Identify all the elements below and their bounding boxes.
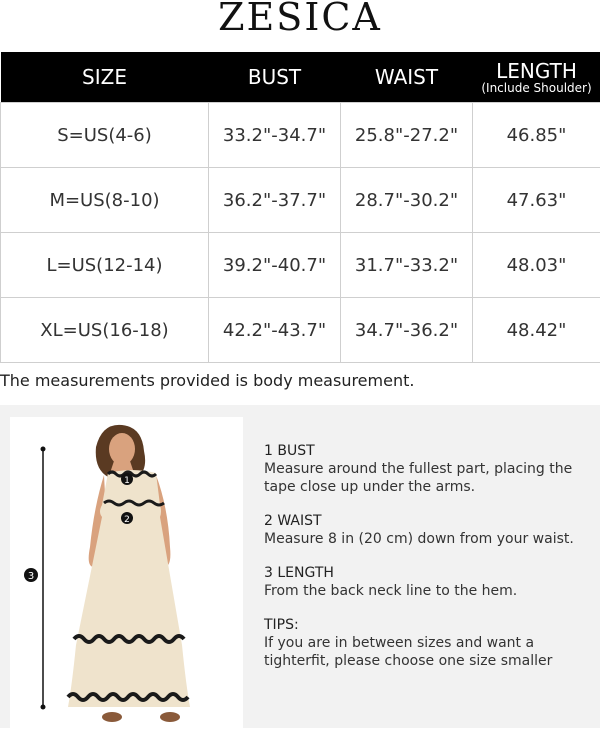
cell-waist: 28.7"-30.2" (341, 168, 473, 233)
length-line-top (41, 447, 46, 452)
tips-title: TIPS: (264, 616, 594, 634)
table-row (1, 233, 600, 298)
header-length-sub: (Include Shoulder) (473, 82, 600, 94)
bust-text: Measure around the fullest part, placing the tape close up under the arms. (264, 460, 594, 496)
bust-title: 1 BUST (264, 442, 594, 460)
cell-length: 48.03" (473, 233, 600, 298)
length-line-bottom (41, 705, 46, 710)
table-header-row (1, 52, 600, 103)
table-row (1, 168, 600, 233)
waist-text: Measure 8 in (20 cm) down from your waist. (264, 530, 594, 548)
cell-size: M=US(8-10) (1, 168, 209, 233)
tips (264, 616, 594, 670)
brand-logo: ZESICA (0, 0, 600, 46)
table-row (1, 298, 600, 363)
header-waist: WAIST (341, 52, 473, 103)
cell-length: 48.42" (473, 298, 600, 363)
header-bust: BUST (209, 52, 341, 103)
cell-length: 46.85" (473, 103, 600, 168)
instructions (264, 442, 594, 686)
tips-text: If you are in between sizes and want a tighterfit, please choose one size smaller (264, 634, 594, 670)
face-shape (109, 433, 135, 465)
cell-bust: 36.2"-37.7" (209, 168, 341, 233)
cell-bust: 39.2"-40.7" (209, 233, 341, 298)
cell-waist: 31.7"-33.2" (341, 233, 473, 298)
cell-bust: 33.2"-34.7" (209, 103, 341, 168)
length-text: From the back neck line to the hem. (264, 582, 594, 600)
cell-waist: 34.7"-36.2" (341, 298, 473, 363)
header-length: LENGTH (Include Shoulder) (473, 52, 600, 103)
length-marker-label: 3 (28, 571, 34, 582)
left-foot (102, 712, 122, 722)
size-chart-table (0, 52, 600, 363)
measure-guide-panel (0, 405, 600, 728)
waist-marker-label: 2 (124, 515, 130, 525)
cell-waist: 25.8"-27.2" (341, 103, 473, 168)
dress-figure-svg (10, 417, 243, 728)
cell-bust: 42.2"-43.7" (209, 298, 341, 363)
dress-illustration (10, 417, 243, 728)
measurement-note: The measurements provided is body measurement. (0, 371, 414, 390)
waist-instruction (264, 512, 594, 548)
dress-shape (68, 470, 190, 707)
cell-size: S=US(4-6) (1, 103, 209, 168)
cell-size: XL=US(16-18) (1, 298, 209, 363)
length-instruction (264, 564, 594, 600)
table-row (1, 103, 600, 168)
bust-marker-label: 1 (124, 476, 130, 486)
right-foot (160, 712, 180, 722)
cell-length: 47.63" (473, 168, 600, 233)
length-title: 3 LENGTH (264, 564, 594, 582)
cell-size: L=US(12-14) (1, 233, 209, 298)
bust-instruction (264, 442, 594, 496)
header-size: SIZE (1, 52, 209, 103)
waist-title: 2 WAIST (264, 512, 594, 530)
